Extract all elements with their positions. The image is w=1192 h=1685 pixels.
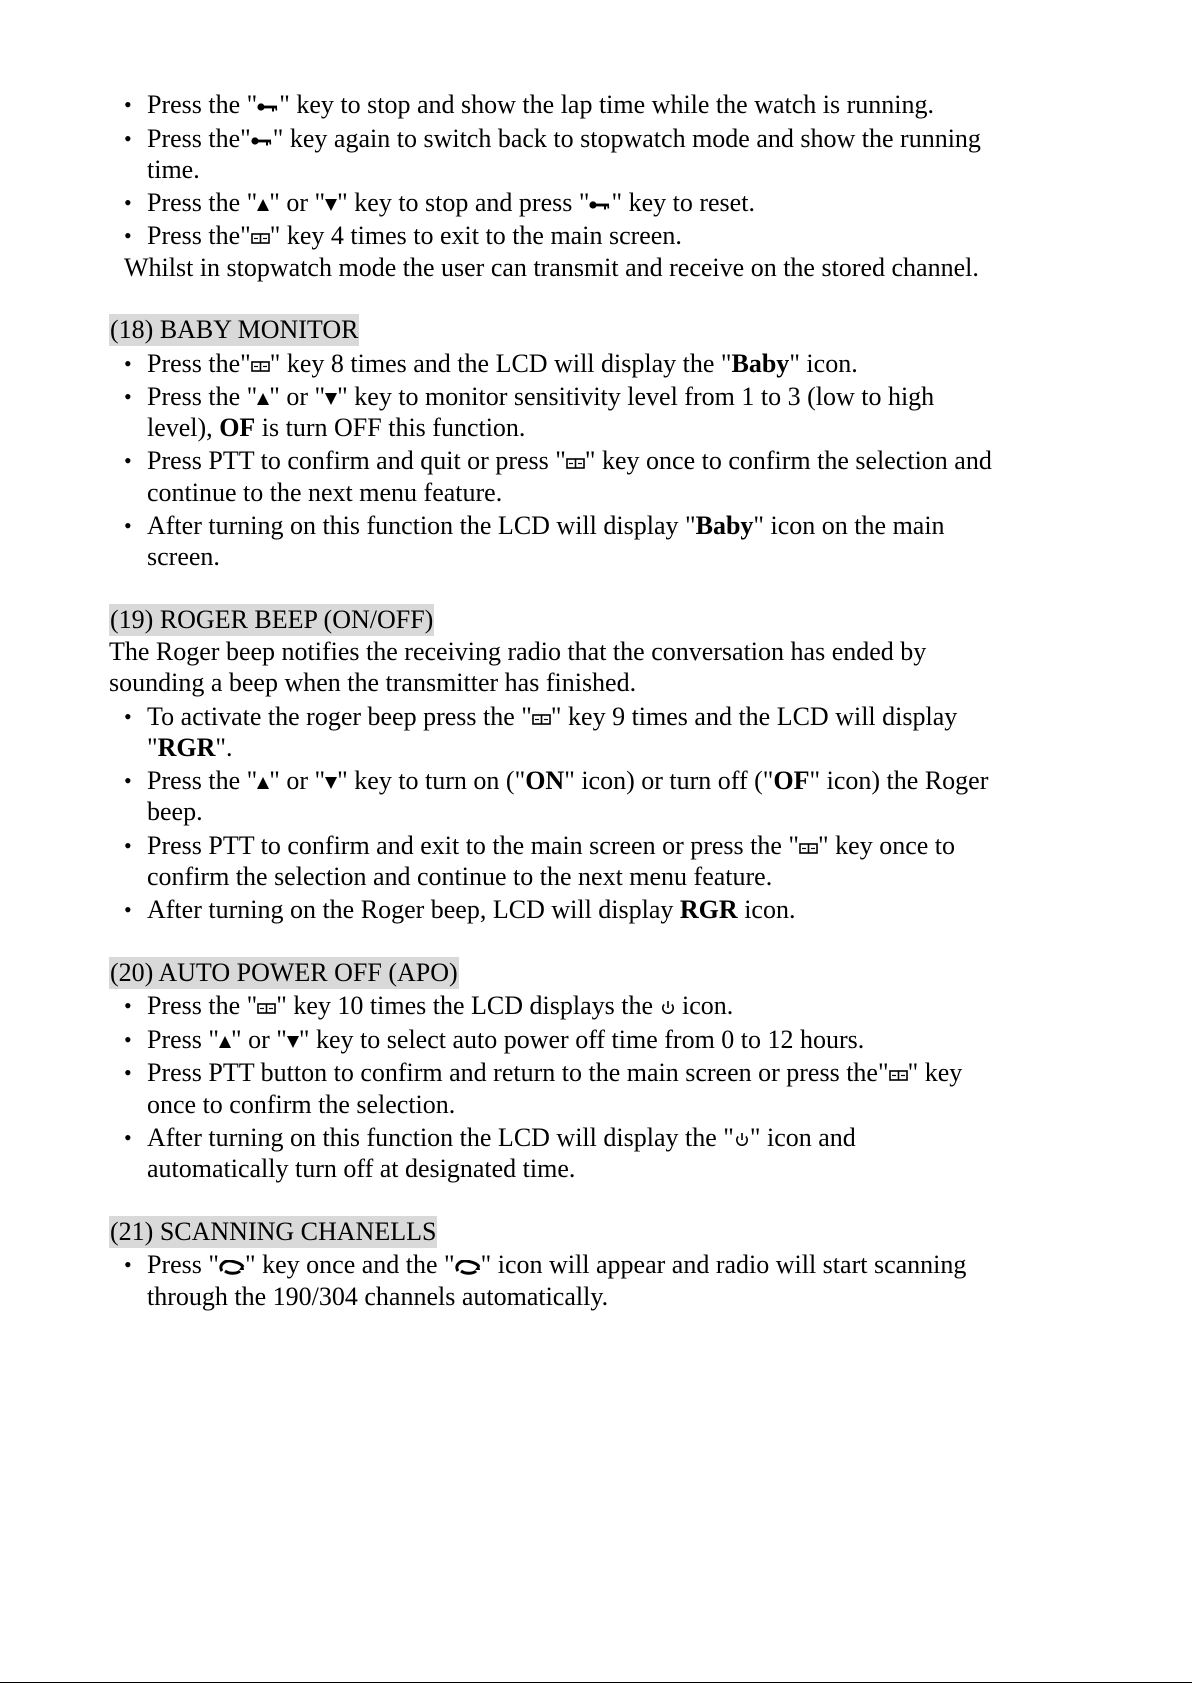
section-heading-20: (20) AUTO POWER OFF (APO) [110,958,458,987]
section-heading-21: (21) SCANNING CHANELLS [110,1217,437,1246]
down-arrow-icon [325,392,337,406]
s18-bullet-4: After turning on this function the LCD will display "Baby" icon on the main [147,511,945,540]
s20-bullet-4: After turning on this function the LCD will display the " " icon and [147,1123,856,1152]
lap-key-icon [589,199,611,211]
section-heading-18: (18) BABY MONITOR [110,315,359,344]
down-arrow-icon [325,776,337,790]
bullet-dot: • [124,704,132,729]
up-arrow-icon [257,776,269,790]
pre-bullet-4: Press the" " key 4 times to exit to the main screen. [147,221,682,250]
s18-bullet-2-cont: level), OF is turn OFF this function. [147,413,526,442]
bullet-dot: • [124,351,132,376]
s18-bullet-1: Press the" " key 8 times and the LCD will display the "Baby" icon. [147,349,858,378]
menu-key-icon [257,1002,276,1015]
up-arrow-icon [257,392,269,406]
bullet-dot: • [124,1252,132,1277]
pre-bullet-2-cont: time. [147,155,200,184]
s19-bullet-1-cont: "RGR". [147,733,233,762]
s20-bullet-2: Press " " or " " key to select auto power off time from 0 to 12 hours. [147,1025,865,1054]
bullet-dot: • [124,92,132,117]
s20-bullet-4-cont: automatically turn off at designated time. [147,1154,576,1183]
s19-bullet-2: Press the " " or " " key to turn on ("ON" icon) or turn off ("OF" icon) the Roger [147,766,989,795]
s19-bullet-2-cont: beep. [147,797,203,826]
scan-icon [219,1260,245,1275]
up-arrow-icon [219,1035,231,1049]
menu-key-icon [251,360,270,373]
bullet-dot: • [124,1125,132,1150]
bullet-dot: • [124,223,132,248]
lap-key-icon [251,135,273,147]
bullet-dot: • [124,833,132,858]
lap-key-icon [257,101,279,113]
bullet-dot: • [124,1027,132,1052]
s18-bullet-4-cont: screen. [147,542,220,571]
s21-bullet-1: Press " " key once and the " " icon will appear and radio will start scanning [147,1250,967,1279]
menu-key-icon [566,457,585,470]
down-arrow-icon [287,1035,299,1049]
bullet-dot: • [124,897,132,922]
pre-bullet-2: Press the" " key again to switch back to stopwatch mode and show the running [147,124,981,153]
pre-note: Whilst in stopwatch mode the user can transmit and receive on the stored channel. [124,253,979,282]
bullet-dot: • [124,513,132,538]
page-bottom-rule [0,1682,1192,1683]
s21-bullet-1-cont: through the 190/304 channels automatically. [147,1282,609,1311]
s19-intro-1: The Roger beep notifies the receiving radio that the conversation has ended by [109,637,927,666]
s18-bullet-2: Press the " " or " " key to monitor sensitivity level from 1 to 3 (low to high [147,382,935,411]
menu-key-icon [889,1069,908,1082]
section-heading-19: (19) ROGER BEEP (ON/OFF) [110,605,434,634]
s20-bullet-3-cont: once to confirm the selection. [147,1090,456,1119]
bullet-dot: • [124,126,132,151]
s18-bullet-3-cont: continue to the next menu feature. [147,478,503,507]
s18-bullet-3: Press PTT to confirm and quit or press " " key once to confirm the selection and [147,446,992,475]
s20-bullet-1: Press the " " key 10 times the LCD displays the icon. [147,991,734,1020]
s19-intro-2: sounding a beep when the transmitter has finished. [109,668,637,697]
bullet-dot: • [124,384,132,409]
s19-bullet-3: Press PTT to confirm and exit to the main screen or press the " " key once to [147,831,956,860]
s20-bullet-3: Press PTT button to confirm and return to the main screen or press the" " key [147,1058,963,1087]
bullet-dot: • [124,448,132,473]
down-arrow-icon [325,198,337,212]
pre-bullet-1: Press the " " key to stop and show the lap time while the watch is running. [147,90,935,119]
menu-key-icon [799,842,818,855]
menu-key-icon [251,232,270,245]
s19-bullet-3-cont: confirm the selection and continue to the next menu feature. [147,862,773,891]
scan-icon [455,1260,481,1275]
s19-bullet-4: After turning on the Roger beep, LCD will display RGR icon. [147,895,796,924]
power-icon [660,1000,676,1016]
bullet-dot: • [124,993,132,1018]
menu-key-icon [532,713,551,726]
bullet-dot: • [124,1060,132,1085]
power-icon [734,1132,750,1148]
pre-bullet-3: Press the " " or " " key to stop and press " " key to reset. [147,188,755,217]
s19-bullet-1: To activate the roger beep press the " " key 9 times and the LCD will display [147,702,958,731]
bullet-dot: • [124,190,132,215]
up-arrow-icon [257,198,269,212]
bullet-dot: • [124,768,132,793]
